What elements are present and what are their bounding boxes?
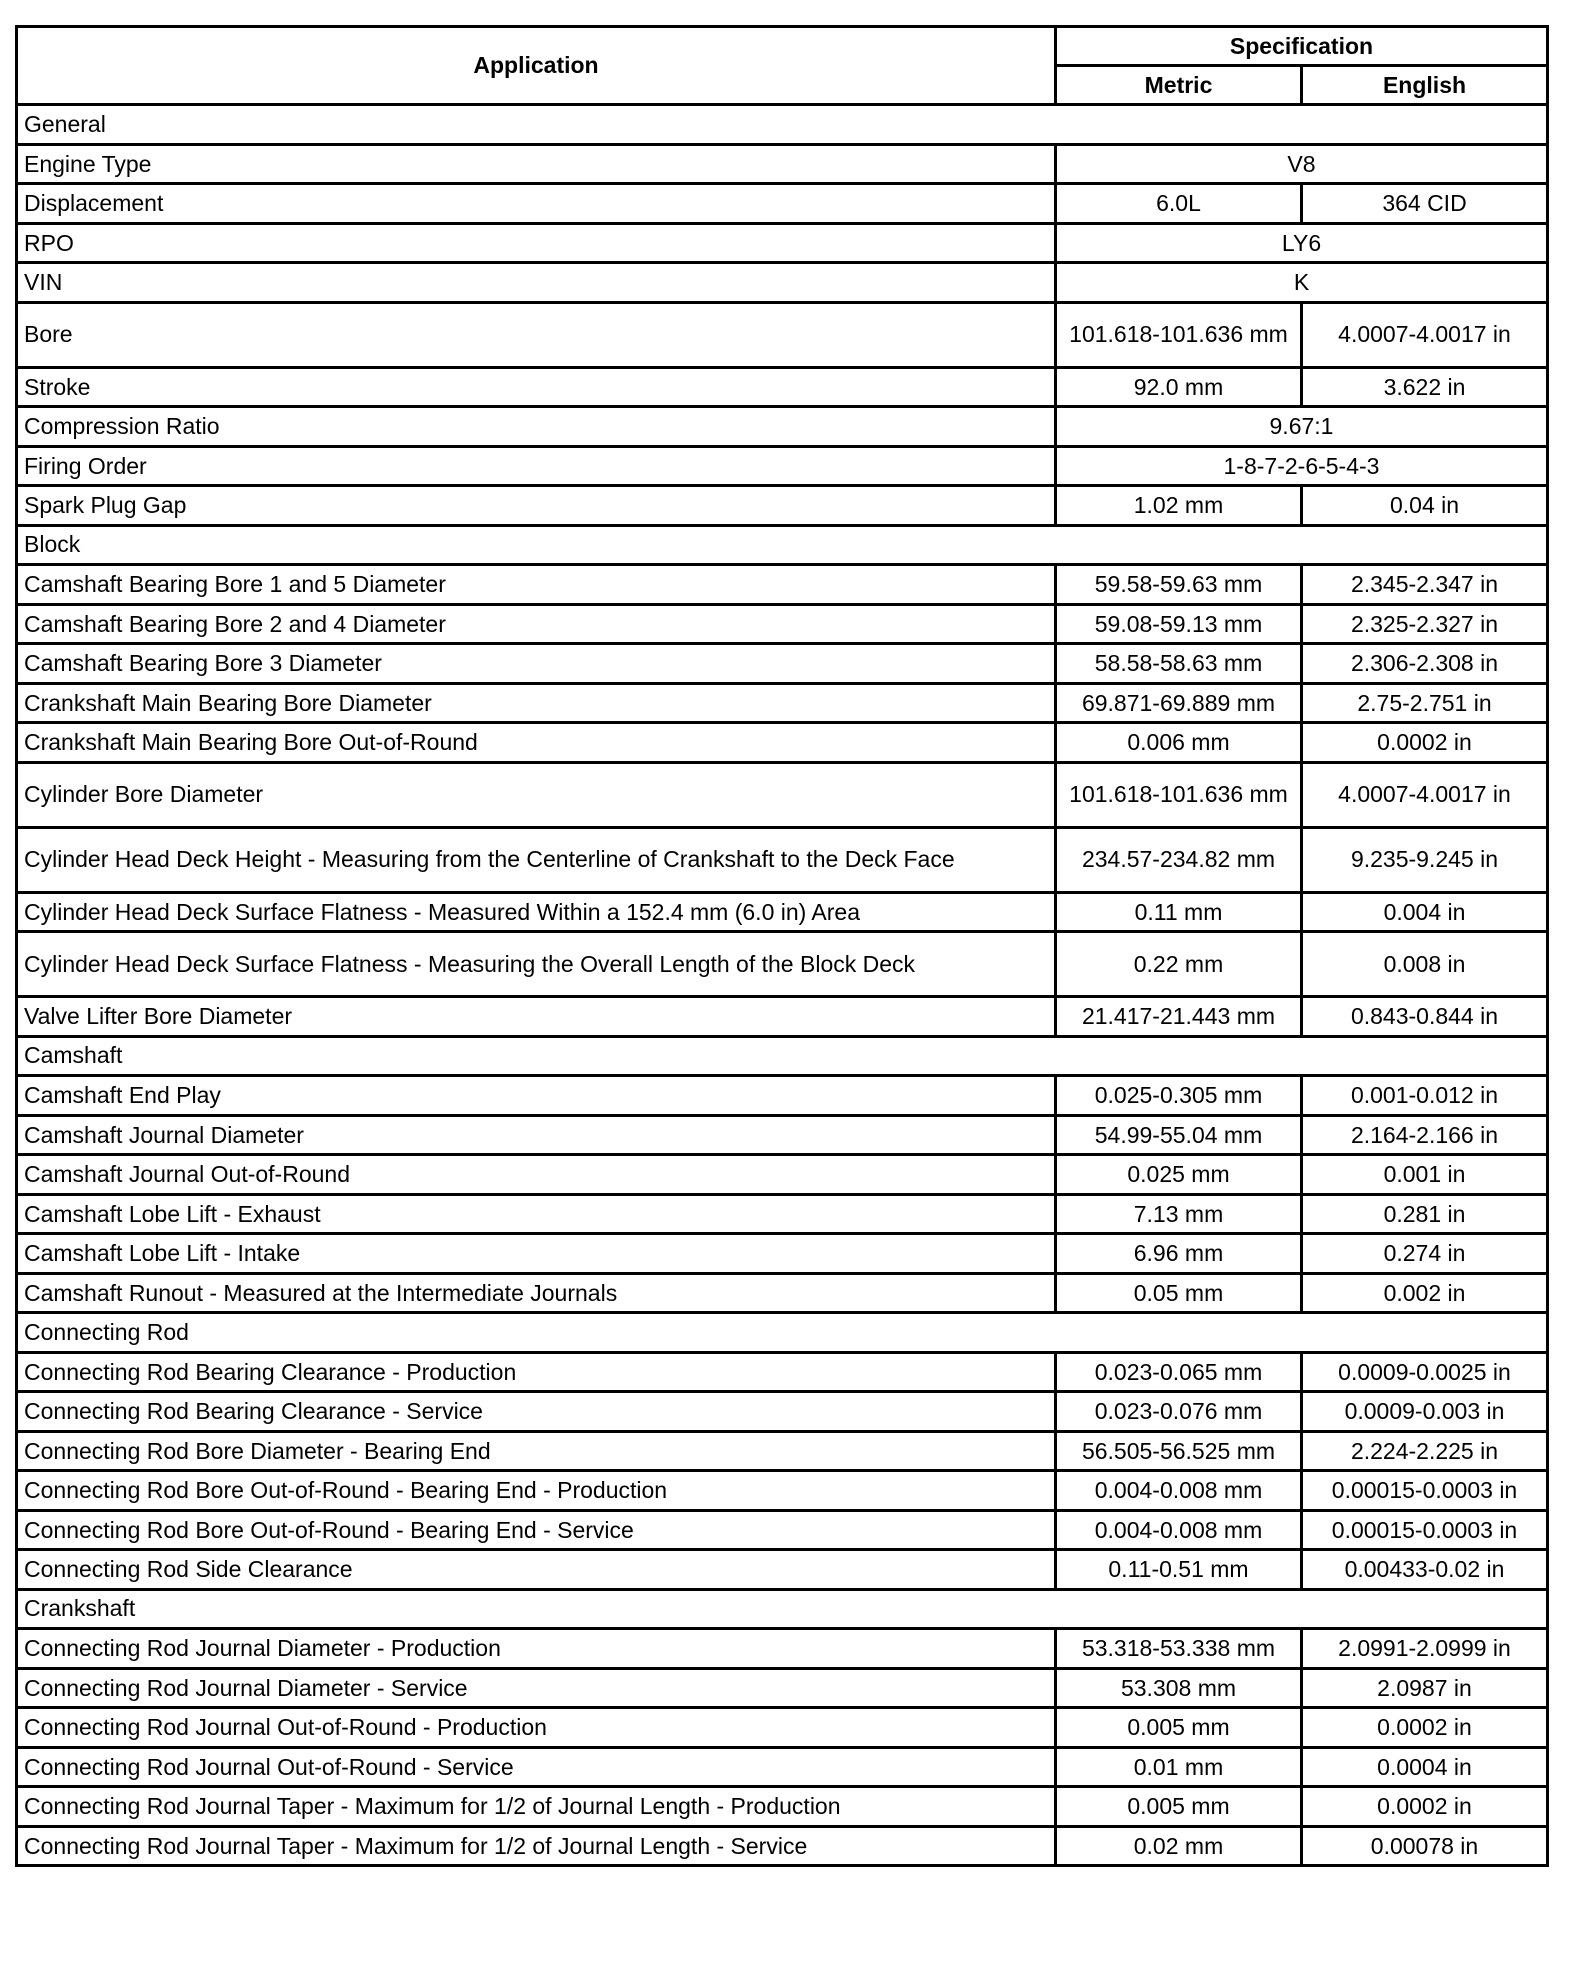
- metric-cell: 0.006 mm: [1056, 723, 1302, 763]
- table-row: [17, 1431, 1548, 1471]
- metric-cell: 101.618-101.636 mm: [1056, 762, 1302, 827]
- table-row: [17, 1708, 1548, 1748]
- english-cell: 0.002 in: [1302, 1273, 1548, 1313]
- metric-cell: 53.318-53.338 mm: [1056, 1629, 1302, 1669]
- english-cell: 2.0991-2.0999 in: [1302, 1629, 1548, 1669]
- english-cell: 2.345-2.347 in: [1302, 565, 1548, 605]
- application-cell: Camshaft Lobe Lift - Intake: [17, 1234, 1056, 1274]
- english-cell: 0.00015-0.0003 in: [1302, 1510, 1548, 1550]
- english-cell: 0.281 in: [1302, 1194, 1548, 1234]
- metric-cell: 0.005 mm: [1056, 1787, 1302, 1827]
- metric-cell: 0.05 mm: [1056, 1273, 1302, 1313]
- application-cell: Connecting Rod Journal Diameter - Service: [17, 1668, 1056, 1708]
- english-cell: 0.001-0.012 in: [1302, 1076, 1548, 1116]
- application-cell: Connecting Rod Journal Out-of-Round - Service: [17, 1747, 1056, 1787]
- english-cell: 0.0004 in: [1302, 1747, 1548, 1787]
- specification-header: Specification: [1056, 27, 1548, 66]
- metric-cell: 59.58-59.63 mm: [1056, 565, 1302, 605]
- section-row: [17, 1036, 1548, 1076]
- table-row: [17, 1787, 1548, 1827]
- english-cell: 0.004 in: [1302, 892, 1548, 932]
- application-cell: Bore: [17, 302, 1056, 367]
- table-row: [17, 1826, 1548, 1866]
- section-title: Crankshaft: [17, 1589, 1548, 1629]
- english-cell: 0.274 in: [1302, 1234, 1548, 1274]
- english-cell: 2.224-2.225 in: [1302, 1431, 1548, 1471]
- table-row: [17, 892, 1548, 932]
- table-row: [17, 1234, 1548, 1274]
- application-cell: RPO: [17, 223, 1056, 263]
- english-cell: 0.00015-0.0003 in: [1302, 1471, 1548, 1511]
- metric-cell: 0.004-0.008 mm: [1056, 1471, 1302, 1511]
- application-header: Application: [17, 27, 1056, 105]
- english-cell: 0.00433-0.02 in: [1302, 1550, 1548, 1590]
- english-cell: 0.0002 in: [1302, 1787, 1548, 1827]
- specification-cell: 1-8-7-2-6-5-4-3: [1056, 446, 1548, 486]
- application-cell: Connecting Rod Bearing Clearance - Service: [17, 1392, 1056, 1432]
- application-cell: Stroke: [17, 367, 1056, 407]
- specification-cell: LY6: [1056, 223, 1548, 263]
- table-row: [17, 932, 1548, 997]
- english-cell: 0.0002 in: [1302, 1708, 1548, 1748]
- application-cell: Connecting Rod Bearing Clearance - Production: [17, 1352, 1056, 1392]
- application-cell: Camshaft Journal Diameter: [17, 1115, 1056, 1155]
- application-cell: Connecting Rod Bore Diameter - Bearing End: [17, 1431, 1056, 1471]
- english-cell: 364 CID: [1302, 184, 1548, 224]
- table-row: [17, 367, 1548, 407]
- metric-cell: 0.023-0.076 mm: [1056, 1392, 1302, 1432]
- english-cell: 0.008 in: [1302, 932, 1548, 997]
- metric-cell: 58.58-58.63 mm: [1056, 644, 1302, 684]
- table-row: [17, 263, 1548, 303]
- english-cell: 4.0007-4.0017 in: [1302, 762, 1548, 827]
- table-row: [17, 302, 1548, 367]
- metric-cell: 0.023-0.065 mm: [1056, 1352, 1302, 1392]
- application-cell: Camshaft End Play: [17, 1076, 1056, 1116]
- metric-cell: 0.02 mm: [1056, 1826, 1302, 1866]
- application-cell: VIN: [17, 263, 1056, 303]
- application-cell: Spark Plug Gap: [17, 486, 1056, 526]
- table-row: [17, 1352, 1548, 1392]
- application-cell: Cylinder Head Deck Surface Flatness - Measuring the Overall Length of the Block Deck: [17, 932, 1056, 997]
- metric-cell: 54.99-55.04 mm: [1056, 1115, 1302, 1155]
- section-title: Camshaft: [17, 1036, 1548, 1076]
- application-cell: Camshaft Bearing Bore 3 Diameter: [17, 644, 1056, 684]
- application-cell: Connecting Rod Journal Out-of-Round - Production: [17, 1708, 1056, 1748]
- section-row: [17, 525, 1548, 565]
- specification-cell: K: [1056, 263, 1548, 303]
- english-cell: 2.0987 in: [1302, 1668, 1548, 1708]
- metric-cell: 0.01 mm: [1056, 1747, 1302, 1787]
- table-row: [17, 827, 1548, 892]
- specification-cell: 9.67:1: [1056, 407, 1548, 447]
- metric-cell: 0.025 mm: [1056, 1155, 1302, 1195]
- specification-cell: V8: [1056, 144, 1548, 184]
- metric-cell: 59.08-59.13 mm: [1056, 604, 1302, 644]
- english-cell: 4.0007-4.0017 in: [1302, 302, 1548, 367]
- application-cell: Connecting Rod Journal Taper - Maximum for 1/2 of Journal Length - Production: [17, 1787, 1056, 1827]
- metric-cell: 6.96 mm: [1056, 1234, 1302, 1274]
- table-row: [17, 223, 1548, 263]
- english-cell: 0.0002 in: [1302, 723, 1548, 763]
- table-row: [17, 1668, 1548, 1708]
- table-row: [17, 184, 1548, 224]
- specification-table: [15, 25, 1549, 1867]
- application-cell: Camshaft Runout - Measured at the Intermediate Journals: [17, 1273, 1056, 1313]
- table-row: [17, 723, 1548, 763]
- section-row: [17, 105, 1548, 145]
- metric-header: Metric: [1056, 66, 1302, 105]
- metric-cell: 0.22 mm: [1056, 932, 1302, 997]
- english-cell: 2.75-2.751 in: [1302, 683, 1548, 723]
- application-cell: Cylinder Head Deck Surface Flatness - Measured Within a 152.4 mm (6.0 in) Area: [17, 892, 1056, 932]
- metric-cell: 53.308 mm: [1056, 1668, 1302, 1708]
- application-cell: Camshaft Bearing Bore 2 and 4 Diameter: [17, 604, 1056, 644]
- english-header: English: [1302, 66, 1548, 105]
- table-row: [17, 1194, 1548, 1234]
- metric-cell: 0.004-0.008 mm: [1056, 1510, 1302, 1550]
- section-title: Connecting Rod: [17, 1313, 1548, 1353]
- table-row: [17, 1747, 1548, 1787]
- metric-cell: 21.417-21.443 mm: [1056, 997, 1302, 1037]
- english-cell: 3.622 in: [1302, 367, 1548, 407]
- application-cell: Connecting Rod Side Clearance: [17, 1550, 1056, 1590]
- english-cell: 2.306-2.308 in: [1302, 644, 1548, 684]
- application-cell: Compression Ratio: [17, 407, 1056, 447]
- metric-cell: 0.11-0.51 mm: [1056, 1550, 1302, 1590]
- english-cell: 0.0009-0.0025 in: [1302, 1352, 1548, 1392]
- table-row: [17, 1471, 1548, 1511]
- table-row: [17, 1392, 1548, 1432]
- metric-cell: 234.57-234.82 mm: [1056, 827, 1302, 892]
- table-row: [17, 762, 1548, 827]
- table-row: [17, 644, 1548, 684]
- application-cell: Camshaft Bearing Bore 1 and 5 Diameter: [17, 565, 1056, 605]
- english-cell: 0.00078 in: [1302, 1826, 1548, 1866]
- english-cell: 0.0009-0.003 in: [1302, 1392, 1548, 1432]
- application-cell: Connecting Rod Bore Out-of-Round - Bearing End - Production: [17, 1471, 1056, 1511]
- english-cell: 2.164-2.166 in: [1302, 1115, 1548, 1155]
- table-row: [17, 1155, 1548, 1195]
- table-row: [17, 1115, 1548, 1155]
- application-cell: Engine Type: [17, 144, 1056, 184]
- metric-cell: 69.871-69.889 mm: [1056, 683, 1302, 723]
- table-row: [17, 144, 1548, 184]
- application-cell: Camshaft Lobe Lift - Exhaust: [17, 1194, 1056, 1234]
- english-cell: 9.235-9.245 in: [1302, 827, 1548, 892]
- application-cell: Cylinder Head Deck Height - Measuring from the Centerline of Crankshaft to the Deck Face: [17, 827, 1056, 892]
- application-cell: Cylinder Bore Diameter: [17, 762, 1056, 827]
- table-row: [17, 1629, 1548, 1669]
- application-cell: Valve Lifter Bore Diameter: [17, 997, 1056, 1037]
- english-cell: 0.001 in: [1302, 1155, 1548, 1195]
- application-cell: Crankshaft Main Bearing Bore Diameter: [17, 683, 1056, 723]
- table-row: [17, 604, 1548, 644]
- table-row: [17, 446, 1548, 486]
- application-cell: Firing Order: [17, 446, 1056, 486]
- section-row: [17, 1313, 1548, 1353]
- table-row: [17, 565, 1548, 605]
- english-cell: 0.04 in: [1302, 486, 1548, 526]
- metric-cell: 101.618-101.636 mm: [1056, 302, 1302, 367]
- metric-cell: 0.005 mm: [1056, 1708, 1302, 1748]
- english-cell: 2.325-2.327 in: [1302, 604, 1548, 644]
- section-title: Block: [17, 525, 1548, 565]
- application-cell: Connecting Rod Journal Taper - Maximum for 1/2 of Journal Length - Service: [17, 1826, 1056, 1866]
- metric-cell: 1.02 mm: [1056, 486, 1302, 526]
- section-row: [17, 1589, 1548, 1629]
- metric-cell: 7.13 mm: [1056, 1194, 1302, 1234]
- table-row: [17, 1510, 1548, 1550]
- table-row: [17, 997, 1548, 1037]
- table-row: [17, 1273, 1548, 1313]
- table-row: [17, 486, 1548, 526]
- table-row: [17, 683, 1548, 723]
- section-title: General: [17, 105, 1548, 145]
- metric-cell: 6.0L: [1056, 184, 1302, 224]
- table-body: [17, 105, 1548, 1866]
- metric-cell: 56.505-56.525 mm: [1056, 1431, 1302, 1471]
- english-cell: 0.843-0.844 in: [1302, 997, 1548, 1037]
- table-row: [17, 407, 1548, 447]
- application-cell: Camshaft Journal Out-of-Round: [17, 1155, 1056, 1195]
- application-cell: Connecting Rod Bore Out-of-Round - Bearing End - Service: [17, 1510, 1056, 1550]
- application-cell: Connecting Rod Journal Diameter - Production: [17, 1629, 1056, 1669]
- application-cell: Crankshaft Main Bearing Bore Out-of-Round: [17, 723, 1056, 763]
- application-cell: Displacement: [17, 184, 1056, 224]
- metric-cell: 92.0 mm: [1056, 367, 1302, 407]
- table-row: [17, 1550, 1548, 1590]
- table-row: [17, 1076, 1548, 1116]
- metric-cell: 0.025-0.305 mm: [1056, 1076, 1302, 1116]
- metric-cell: 0.11 mm: [1056, 892, 1302, 932]
